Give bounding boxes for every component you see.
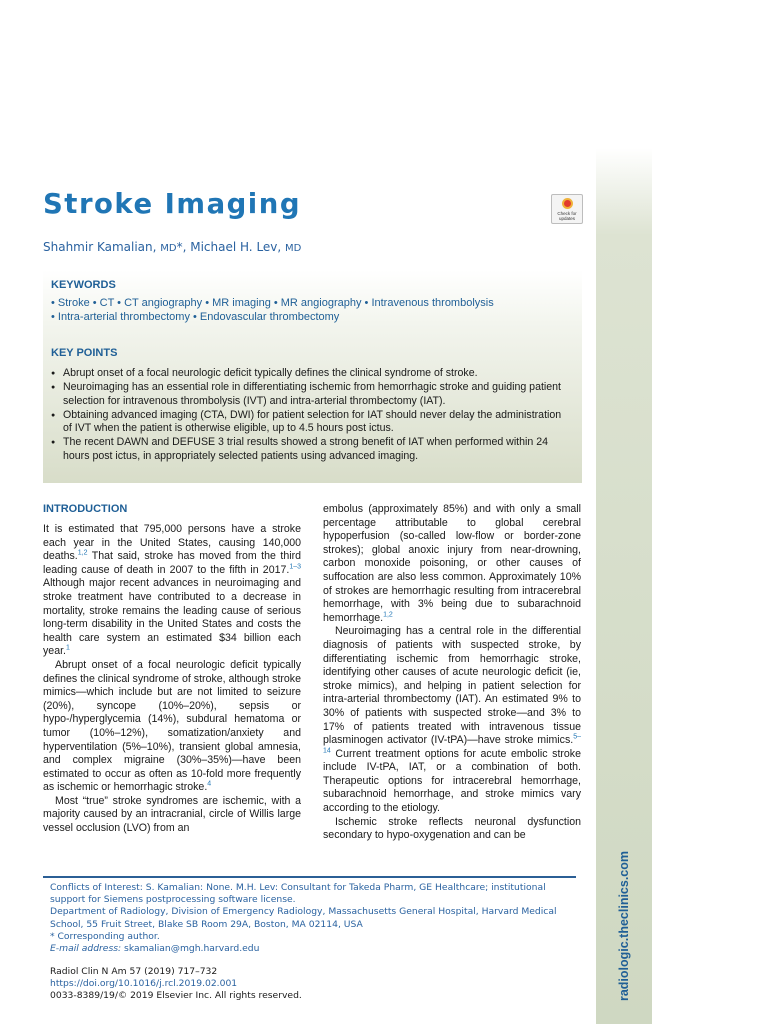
doi-link[interactable]: https://doi.org/10.1016/j.rcl.2019.02.001 [50,978,238,990]
citation[interactable]: 1,2 [77,549,88,557]
paragraph: Abrupt onset of a focal neurologic deficit typically defines the clinical syndrome of stroke, although stroke mimics—which include but are not limited to seizure (20%), syncope (10%–20%), sepsis or hypo-/hyperglycemia (14%), subdural hematoma or tumor (10%–12%), somatization/anxiety and hyperventilation (5%–10%), transient global amnesia, and complex migraine (30%–35%)—have been estimated to occur as often as 10-fold more frequently as ischemic or hemorrhagic stroke.$^4$ [43,658,301,794]
conflicts-of-interest: Conflicts of Interest: S. Kamalian: None. M.H. Lev: Consultant for Takeda Pharm, GE Healthcare; institutional support for Siemens postprocessing software license. [50,882,546,906]
author-degree: MD [160,243,177,254]
key-point: ● Obtaining advanced imaging (CTA, DWI) for patient selection for IAT should never delay the administration of IVT when the patient is otherwise eligible, up to 4.5 hours post ictus. [51,409,571,436]
citation[interactable]: 1 [65,644,70,652]
left-column [43,523,301,836]
key-points-heading: KEY POINTS [51,347,118,359]
citation[interactable]: 1–3 [289,563,301,571]
affiliations [50,882,580,955]
author-degree: MD [285,243,302,254]
citation[interactable]: 4 [207,780,212,788]
corresponding-mark: * [176,240,183,254]
citation-block [50,966,302,1003]
paragraph: Most “true” stroke syndromes are ischemic, with a majority caused by an intracranial, circle of Willis large vessel occlusion (LVO) from an [43,794,301,835]
citation[interactable]: 5–14 [323,733,581,755]
author-name: , Michael H. Lev, [182,240,286,254]
keywords-line: • Stroke • CT • CT angiography • MR imaging • MR angiography • Intravenous thrombolysis [51,297,494,309]
update-icon [562,198,573,209]
keywords-line: • Intra-arterial thrombectomy • Endovascular thrombectomy [51,311,340,323]
department: Department of Radiology, Division of Emergency Radiology, Massachusetts General Hospital, Harvard Medical School, 55 Fruit Street, Blake SB Room 29A, Boston, MA 02114, USA [50,906,557,930]
key-point: ● The recent DAWN and DEFUSE 3 trial results showed a strong benefit of IAT when performed within 24 hours post ictus, in appropriately selected patients using advanced imaging. [51,436,571,463]
corresponding-author: * Corresponding author. [50,930,160,942]
journal-citation: Radiol Clin N Am 57 (2019) 717–732 [50,966,218,977]
footer-divider [43,876,576,878]
article-title: Stroke Imaging [43,188,301,220]
section-heading: INTRODUCTION [43,503,128,515]
email-label: E-mail address: [50,943,122,955]
paragraph: Ischemic stroke reflects neuronal dysfunction secondary to hypo-oxygenation and can be [323,815,581,842]
keywords-keypoints-box [43,270,582,483]
keywords-heading: KEYWORDS [51,279,116,291]
badge-label: Check for updates [557,211,577,221]
key-point: ● Abrupt onset of a focal neurologic deficit typically defines the clinical syndrome of stroke. [51,367,571,380]
paragraph: Neuroimaging has a central role in the differential diagnosis of patients with suspected stroke, by differentiating ischemic from hemorrhagic stroke, identifying other causes of acute neurologic deficit (ie, stroke mimics), and helping in patient selection for intra-arterial thrombectomy (IAT). An estimated 9% to 30% of patients with suspected stroke—and 3% to 17% of patients treated with intravenous tissue plasminogen activator (IV-tPA)—have stroke mimics.$^{5-14}$ Current treatment options for acute embolic stroke include IV-tPA, IAT, or a combination of both. Therapeutic options for intracerebral hemorrhage, subarachnoid hemorrhage, and stroke mimics vary according to the etiology. [323,625,581,815]
journal-url[interactable]: radiologic.theclinics.com [617,850,631,1002]
author-list [43,240,301,254]
key-points-list [51,367,571,464]
citation[interactable]: 1,2 [383,611,393,619]
key-point: ● Neuroimaging has an essential role in differentiating ischemic from hemorrhagic stroke and guiding patient selection for intravenous thrombolysis (IVT) and intra-arterial thrombectomy (IAT). [51,381,571,408]
email-line [50,943,580,955]
paragraph: It is estimated that 795,000 persons have a stroke each year in the United States, causing 140,000 deaths.$^{1,2}$ That said, stroke has moved from the third leading cause of death in 2007 to the fifth in 2017.$^{1-3}$ Although major recent advances in neuroimaging and stroke treatment have contributed to a decrease in mortality, stroke remains the leading cause of serious long-term disability in the United States and costs the health care system an estimated $34 billion each year.$^1$ [43,523,301,658]
check-for-updates-badge[interactable] [551,194,583,224]
email-link[interactable]: skamalian@mgh.harvard.edu [121,943,260,955]
copyright: 0033-8389/19/© 2019 Elsevier Inc. All rights reserved. [50,990,302,1002]
author-name: Shahmir Kamalian, [43,240,161,254]
right-column-text [323,503,581,843]
paragraph: embolus (approximately 85%) and with only a small percentage attributable to global cerebral hypoperfusion (so-called low-flow or border-zone strokes); global anoxic injury from near-drowning, carbon monoxide poisoning, or other causes of suffocation are also less common. Approximately 10% of strokes are hemorrhagic resulting from intracerebral hemorrhage, with 3% being due to subarachnoid hemorrhage.$^{1,2}$ [323,503,581,624]
